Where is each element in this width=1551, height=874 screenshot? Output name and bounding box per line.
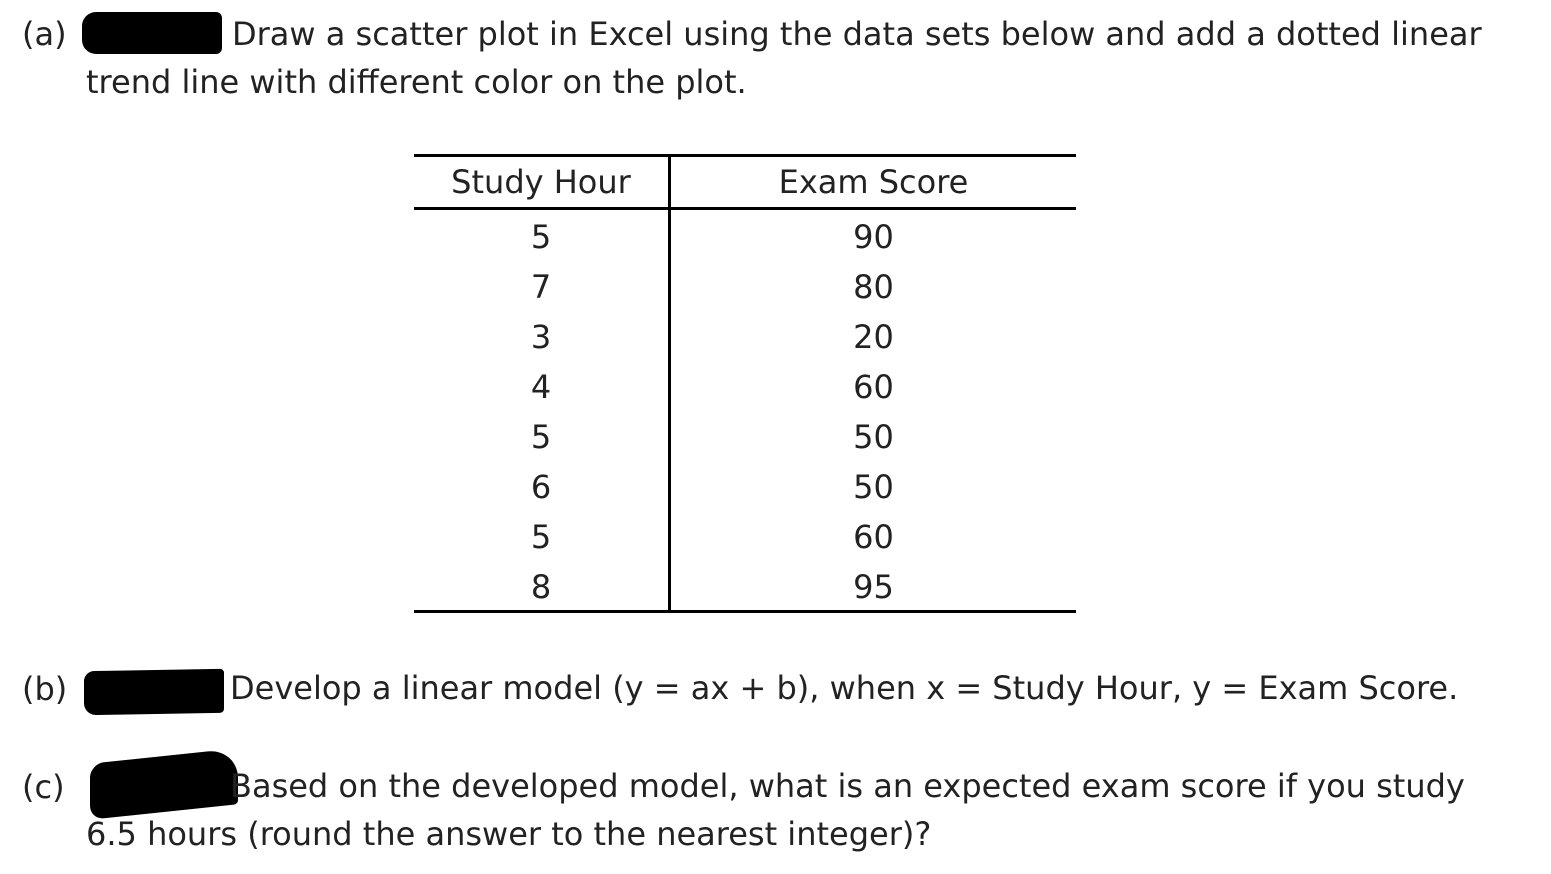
question-a-text-line1: Draw a scatter plot in Excel using the data sets below and add a dotted linear — [232, 15, 1482, 53]
question-b-label: (b) — [22, 670, 68, 708]
question-c-text-line2: 6.5 hours (round the answer to the nearest integer)? — [86, 815, 932, 853]
table-cell-hour: 4 — [530, 368, 552, 406]
table-cell-hour: 5 — [530, 518, 552, 556]
table-cell-score: 50 — [853, 418, 894, 456]
table-cell-hour: 3 — [530, 318, 552, 356]
question-a-text-line2: trend line with different color on the plot. — [86, 63, 747, 101]
data-table — [414, 154, 1076, 614]
question-c-text-line1: Based on the developed model, what is an expected exam score if you study — [230, 767, 1465, 805]
question-c-label: (c) — [22, 768, 65, 806]
table-top-rule — [414, 154, 1076, 157]
table-cell-score: 60 — [853, 368, 894, 406]
table-cell-hour: 8 — [530, 568, 552, 606]
table-cell-hour: 6 — [530, 468, 552, 506]
question-a-label: (a) — [22, 15, 67, 53]
table-cell-hour: 5 — [530, 218, 552, 256]
column-header-study-hour: Study Hour — [451, 163, 631, 201]
table-cell-hour: 7 — [530, 268, 552, 306]
table-header-rule — [414, 207, 1076, 210]
table-cell-score: 90 — [853, 218, 894, 256]
column-header-exam-score: Exam Score — [778, 163, 969, 201]
table-cell-score: 50 — [853, 468, 894, 506]
question-b-text: Develop a linear model (y = ax + b), when x = Study Hour, y = Exam Score. — [230, 669, 1459, 707]
table-cell-score: 95 — [853, 568, 894, 606]
redaction-mark-a — [82, 12, 222, 54]
table-cell-score: 60 — [853, 518, 894, 556]
table-cell-score: 80 — [853, 268, 894, 306]
table-bottom-rule — [414, 610, 1076, 613]
table-cell-score: 20 — [853, 318, 894, 356]
redaction-mark-b — [84, 669, 224, 715]
table-cell-hour: 5 — [530, 418, 552, 456]
